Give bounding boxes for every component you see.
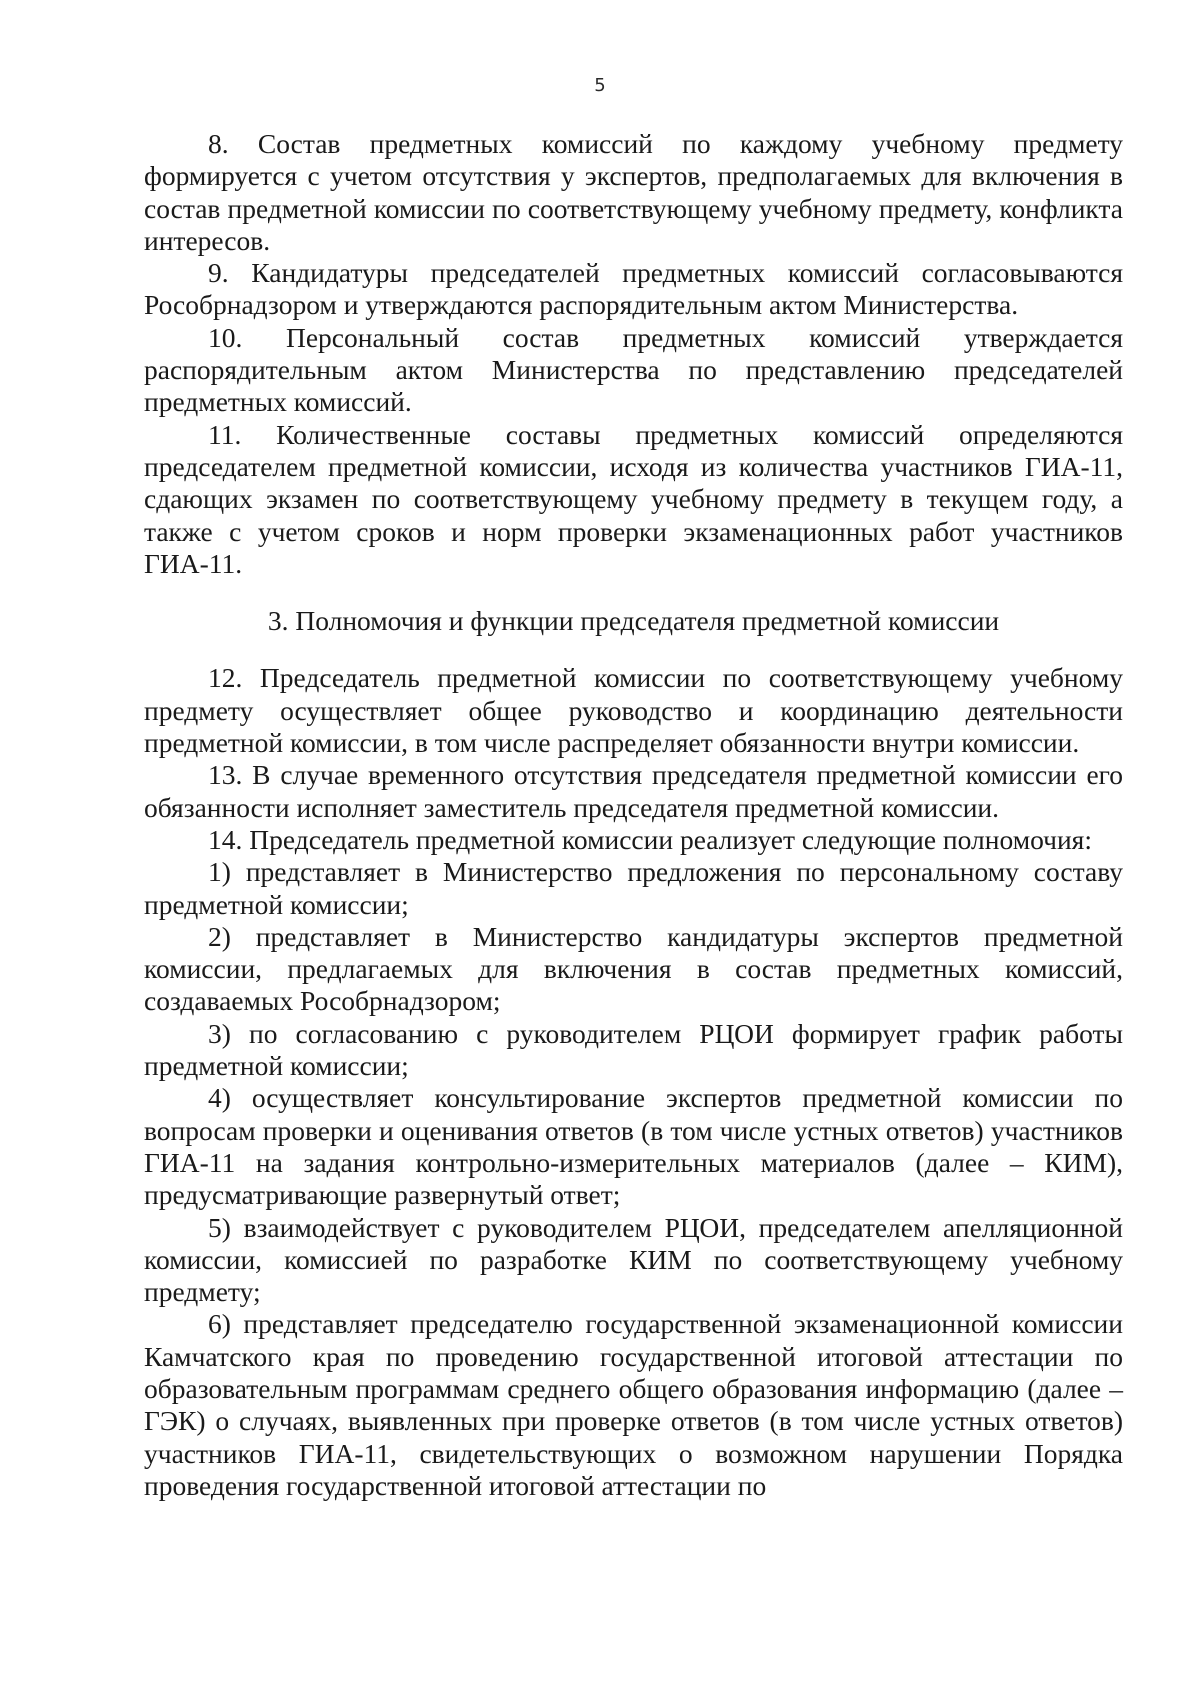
paragraph-item-12: 12. Председатель предметной комиссии по соответствующему учебному предмету осуществляет общее руководство и координацию деятельности предметной комиссии, в том числе распределяет обязанности внутри комиссии. <box>144 662 1123 759</box>
list-item-2: 2) представляет в Министерство кандидатуры экспертов предметной комиссии, предлагаемых для включения в состав предметных комиссий, создаваемых Рособрнадзором; <box>144 920 1123 1017</box>
paragraph-item-13: 13. В случае временного отсутствия председателя предметной комиссии его обязанности исполняет заместитель председателя предметной комиссии. <box>144 759 1123 823</box>
page-number: 5 <box>594 75 606 96</box>
paragraph-item-8: 8. Состав предметных комиссий по каждому учебному предмету формируется с учетом отсутствия у экспертов, предполагаемых для включения в состав предметной комиссии по соответствующему учебному предмету, конфликта интересов. <box>144 128 1123 256</box>
paragraph-item-10: 10. Персональный состав предметных комиссий утверждается распорядительным актом Министерства по представлению председателей предметных комиссий. <box>144 321 1123 418</box>
paragraph-item-9: 9. Кандидатуры председателей предметных комиссий согласовываются Рособрнадзором и утверждаются распорядительным актом Министерства. <box>144 257 1123 321</box>
list-item-6: 6) представляет председателю государственной экзаменационной комиссии Камчатского края по проведению государственной итоговой аттестации по образовательным программам среднего общего образования информацию (далее – ГЭК) о случаях, выявленных при проверке ответов (в том числе устных ответов) участников ГИА-11, свидетельствующих о возможном нарушении Порядка проведения государственной итоговой аттестации по <box>144 1308 1123 1501</box>
list-item-4: 4) осуществляет консультирование экспертов предметной комиссии по вопросам проверки и оценивания ответов (в том числе устных ответов) участников ГИА-11 на задания контрольно-измерительных материалов (далее – КИМ), предусматривающие развернутый ответ; <box>144 1082 1123 1211</box>
document-body <box>144 128 1123 1502</box>
paragraph-item-14: 14. Председатель предметной комиссии реализует следующие полномочия: <box>208 823 1092 855</box>
paragraph-item-11: 11. Количественные составы предметных комиссий определяются председателем предметной комиссии, исходя из количества участников ГИА-11, сдающих экзамен по соответствующему учебному предмету в текущем году, а также с учетом сроков и норм проверки экзаменационных работ участников ГИА-11. <box>144 418 1123 579</box>
list-item-1: 1) представляет в Министерство предложения по персональному составу предметной комиссии; <box>144 856 1123 920</box>
list-item-5: 5) взаимодействует с руководителем РЦОИ, председателем апелляционной комиссии, комиссией по разработке КИМ по соответствующему учебному предмету; <box>144 1211 1123 1308</box>
section-heading: 3. Полномочия и функции председателя предметной комиссии <box>267 605 1000 637</box>
list-item-3: 3) по согласованию с руководителем РЦОИ формирует график работы предметной комиссии; <box>144 1017 1123 1082</box>
